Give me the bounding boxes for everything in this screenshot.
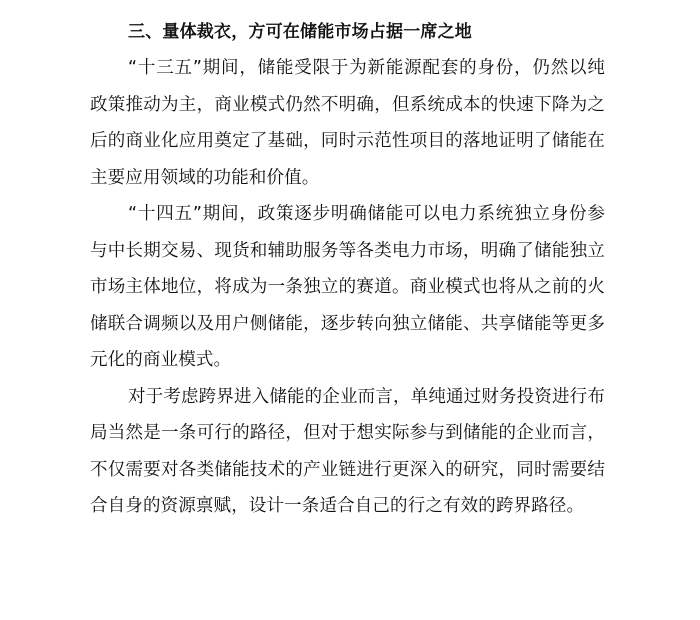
document-body <box>90 14 605 525</box>
paragraph-14th-five-year-plan: “十四五”期间，政策逐步明确储能可以电力系统独立身份参与中长期交易、现货和辅助服务等各类电力市场，明确了储能独立市场主体地位，将成为一条独立的赛道。商业模式也将从之前的火储联合调频以及用户侧储能，逐步转向独立储能、共享储能等更多元化的商业模式。 <box>90 204 605 370</box>
paragraph-cross-industry-entry: 对于考虑跨界进入储能的企业而言，单纯通过财务投资进行布局当然是一条可行的路径，但对于想实际参与到储能的企业而言，不仅需要对各类储能技术的产业链进行更深入的研究，同时需要结合自身的资源禀赋，设计一条适合自己的行之有效的跨界路径。 <box>90 386 605 516</box>
section-heading: 三、量体裁衣，方可在储能市场占据一席之地 <box>128 22 472 42</box>
paragraph-13th-five-year-plan: “十三五”期间，储能受限于为新能源配套的身份，仍然以纯政策推动为主，商业模式仍然不明确，但系统成本的快速下降为之后的商业化应用奠定了基础，同时示范性项目的落地证明了储能在主要应用领域的功能和价值。 <box>90 58 605 188</box>
